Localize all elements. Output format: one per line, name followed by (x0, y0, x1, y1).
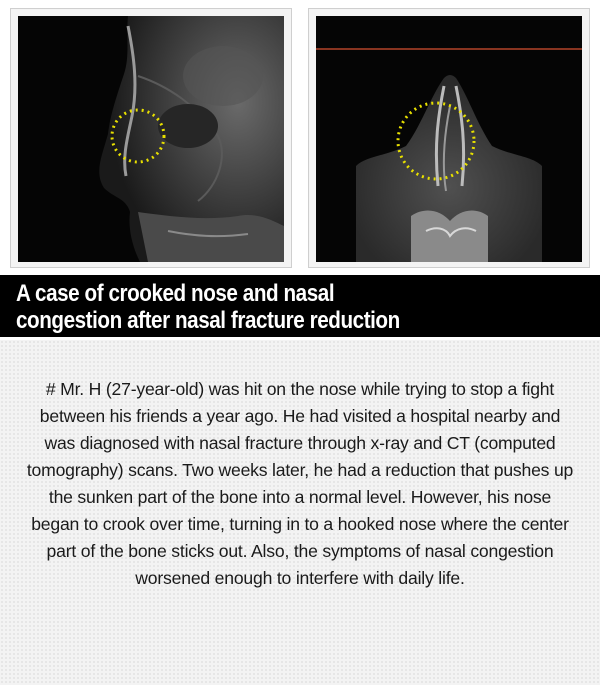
lateral-xray-nose-icon (18, 16, 284, 262)
ct-scan-frame (308, 8, 590, 268)
case-description-paragraph: # Mr. H (27-year-old) was hit on the nose while trying to stop a fight between his friends a year ago. He had visited a hospital nearby and was diagnosed with nasal fracture through x-ray and CT (computed tomography) scans. Two weeks later, he had a reduction that pushes up the sunken part of the bone into a normal level. However, his nose began to crook over time, turning in to a hooked nose where the center part of the bone sticks out. Also, the symptoms of nasal congestion worsened enough to interfere with daily life. (26, 379, 574, 588)
scan-images-area (0, 0, 600, 278)
article-title-banner (0, 275, 600, 337)
lateral-xray-frame (10, 8, 292, 268)
ct-coronal-nose-icon (316, 16, 582, 262)
article-body (0, 340, 600, 685)
title-line-1: A case of crooked nose and nasal (16, 280, 335, 307)
title-line-2: congestion after nasal fracture reduction (16, 307, 400, 334)
